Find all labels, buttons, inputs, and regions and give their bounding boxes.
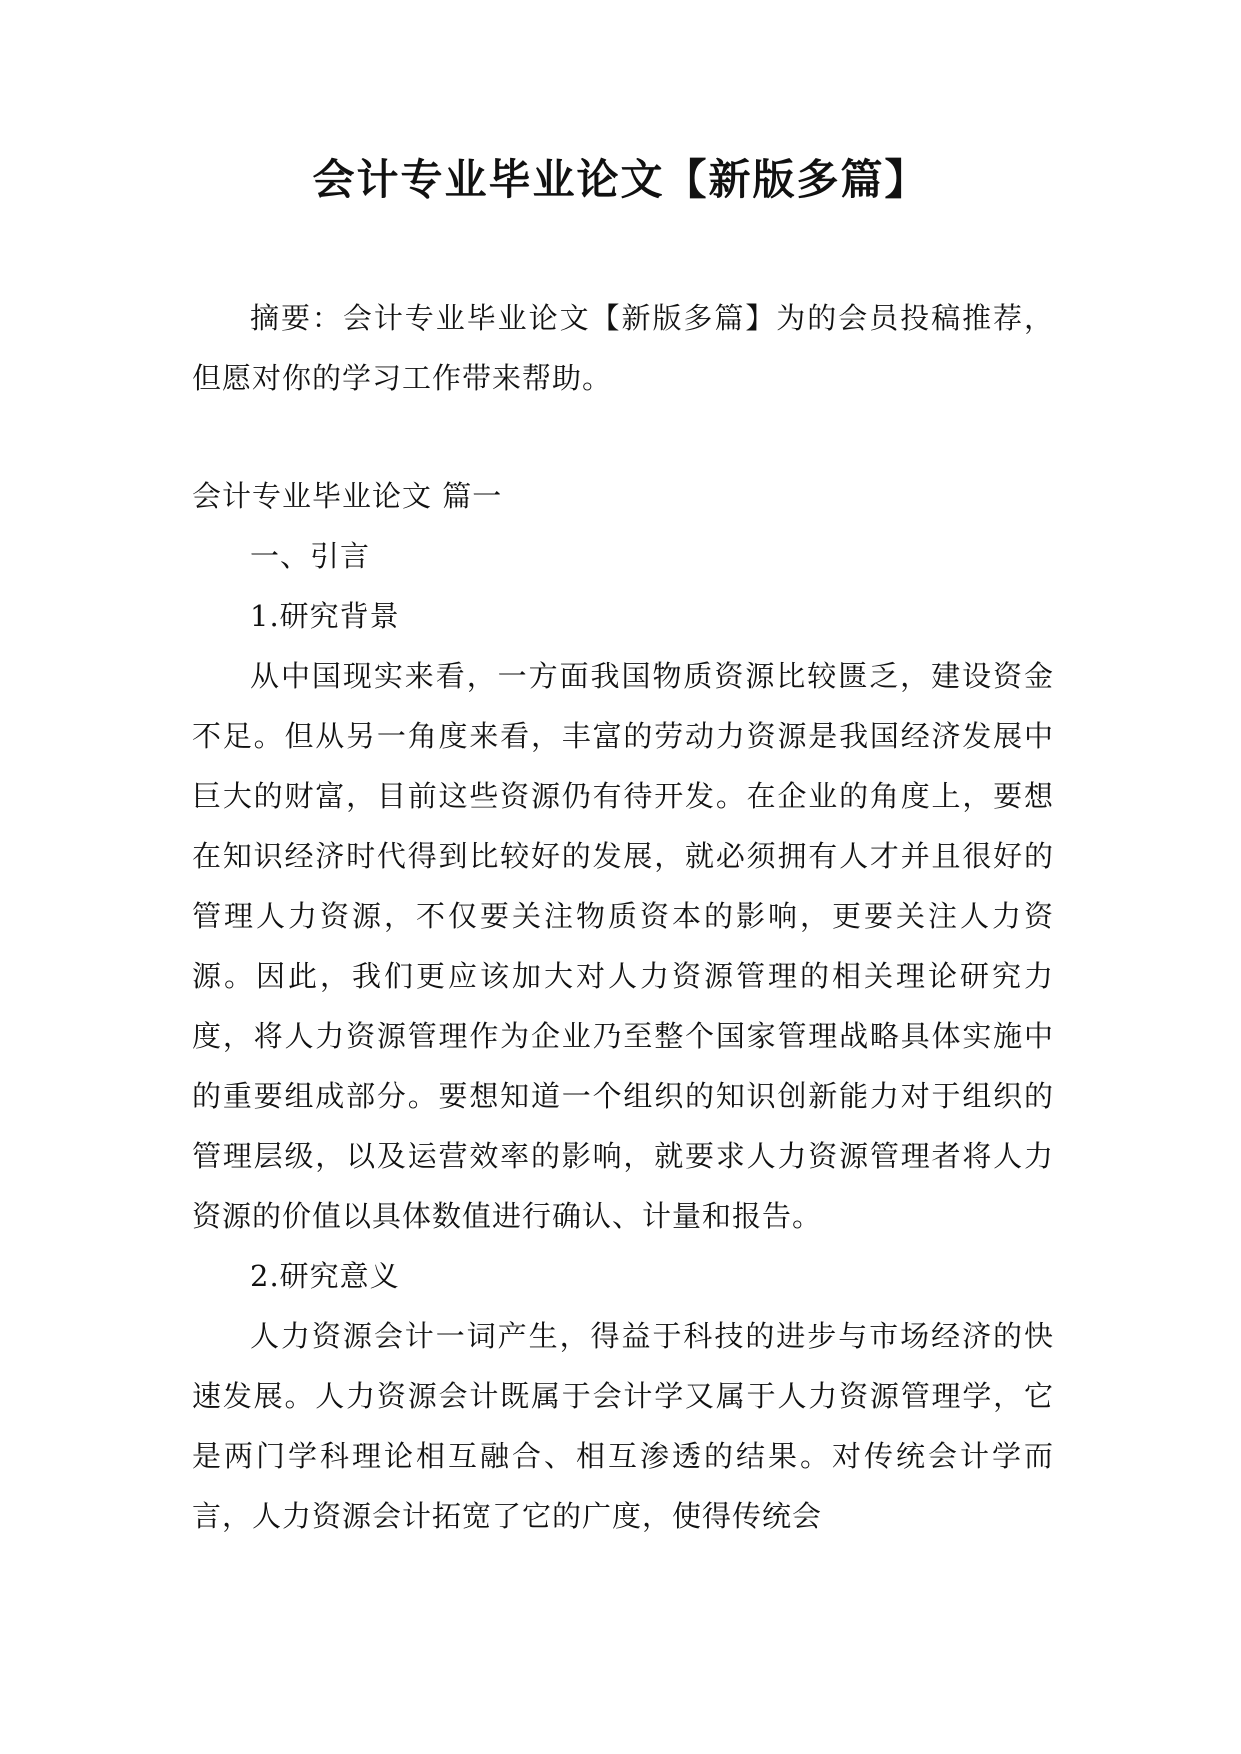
subheading-research-background: 1.研究背景 <box>250 599 400 633</box>
subheading-research-significance: 2.研究意义 <box>250 1259 400 1293</box>
abstract-paragraph: 摘要：会计专业毕业论文【新版多篇】为的会员投稿推荐，但愿对你的学习工作带来帮助。 <box>192 301 1054 395</box>
section-heading: 会计专业毕业论文 篇一 <box>192 479 503 513</box>
subheading-introduction: 一、引言 <box>250 539 371 573</box>
document-title: 会计专业毕业论文【新版多篇】 <box>312 155 929 204</box>
paragraph-research-significance: 人力资源会计一词产生，得益于科技的进步与市场经济的快速发展。人力资源会计既属于会计学又属于人力资源管理学，它是两门学科理论相互融合、相互渗透的结果。对传统会计学而言，人力资源会计拓宽了它的广度，使得传统会 <box>192 1319 1054 1533</box>
paragraph-research-background: 从中国现实来看，一方面我国物质资源比较匮乏，建设资金不足。但从另一角度来看，丰富的劳动力资源是我国经济发展中巨大的财富，目前这些资源仍有待开发。在企业的角度上，要想在知识经济时代得到比较好的发展，就必须拥有人才并且很好的管理人力资源，不仅要关注物质资本的影响，更要关注人力资源。因此，我们更应该加大对人力资源管理的相关理论研究力度，将人力资源管理作为企业乃至整个国家管理战略具体实施中的重要组成部分。要想知道一个组织的知识创新能力对于组织的管理层级，以及运营效率的影响，就要求人力资源管理者将人力资源的价值以具体数值进行确认、计量和报告。 <box>192 659 1054 1233</box>
spacer <box>192 408 1054 466</box>
document-body <box>192 288 1054 1546</box>
